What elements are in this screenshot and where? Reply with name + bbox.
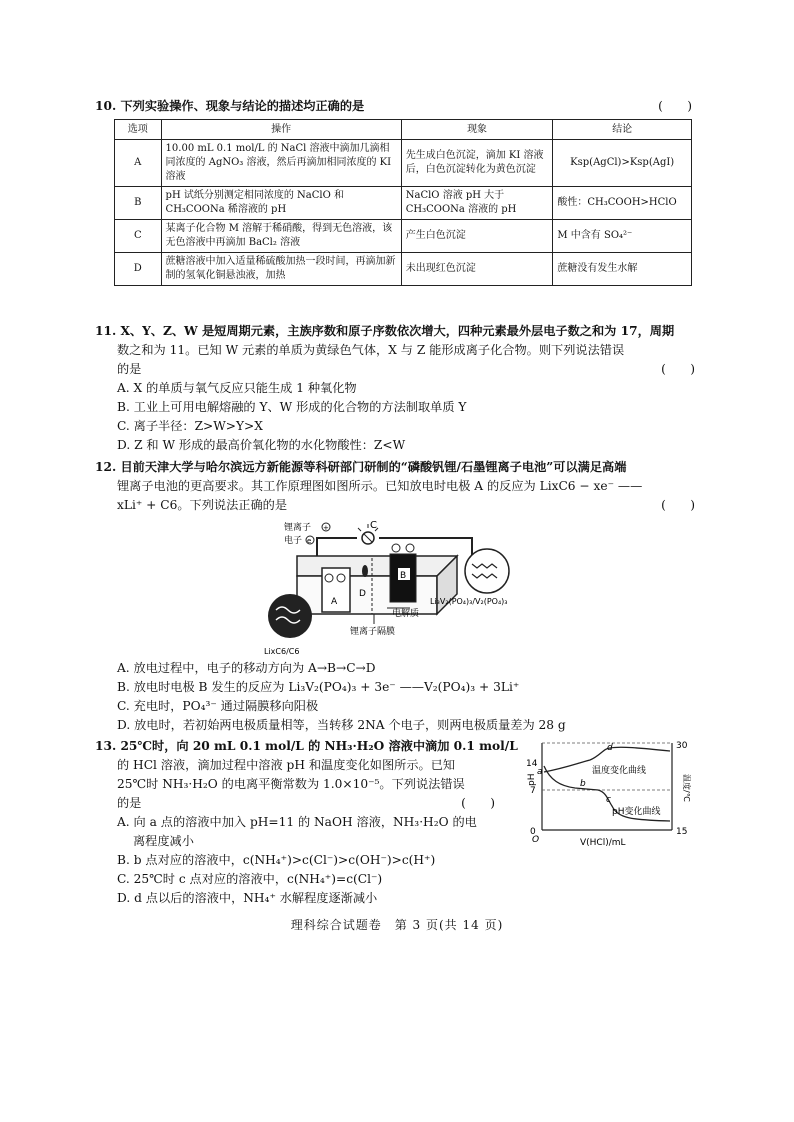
row-operation: pH 试纸分别测定相同浓度的 NaClO 和 CH₃COONa 稀溶液的 pH (161, 187, 401, 220)
q13-option-a: A. 向 a 点的溶液中加入 pH=11 的 NaOH 溶液，NH₃·H₂O 的电 (117, 815, 477, 829)
q12-stem-line: 12. 目前天津大学与哈尔滨远方新能源等科研部门研制的“磷酸钒锂/石墨锂离子电池”可以满足高端 (95, 460, 627, 474)
row-option: A (115, 140, 162, 187)
q11-option-b: B. 工业上可用电解熔融的 Y、W 形成的化合物的方法制取单质 Y (117, 400, 467, 414)
svg-text:+: + (323, 524, 329, 532)
label-right-electrode: Li₃V₂(PO₄)₃/V₂(PO₄)₃ (430, 597, 508, 606)
row-operation: 蔗糖溶液中加入适量稀硫酸加热一段时间，再滴加新制的氢氧化铜悬浊液，加热 (161, 253, 401, 286)
q12-option-d: D. 放电时，若初始两电极质量相等，当转移 2NA 个电子，则两电极质量差为 28 g (117, 718, 566, 732)
tick-left-7: 7 (530, 786, 536, 796)
q12-answer-paren: ( ) (661, 498, 695, 512)
q13-answer-paren: ( ) (461, 796, 495, 810)
q13-stem-line: 13. 25℃时，向 20 mL 0.1 mol/L 的 NH₃·H₂O 溶液中滴加 0.1 mol/L (95, 739, 518, 753)
x-axis-label: V(HCl)/mL (580, 838, 626, 848)
q10-title (95, 97, 692, 116)
q12-stem-line: xLi⁺ + C6。下列说法正确的是 (117, 498, 288, 512)
q11 (95, 322, 695, 455)
q10-table (114, 119, 692, 286)
q13-option-c: C. 25℃时 c 点对应的溶液中，c(NH₄⁺)=c(Cl⁻) (117, 872, 383, 886)
row-phenomenon: 未出现红色沉淀 (401, 253, 553, 286)
col-header-conclusion: 结论 (553, 120, 692, 140)
row-phenomenon: 先生成白色沉淀，滴加 KI 溶液后，白色沉淀转化为黄色沉淀 (401, 140, 553, 187)
label-membrane: 锂离子隔膜 (350, 627, 396, 637)
row-conclusion: Ksp(AgCl)>Ksp(AgI) (553, 140, 692, 187)
table-row (115, 253, 692, 286)
q13-option-a-cont: 离程度减小 (133, 834, 194, 848)
row-phenomenon: NaClO 溶液 pH 大于 CH₃COONa 溶液的 pH (401, 187, 553, 220)
svg-text:e: e (307, 537, 312, 545)
legend-ph-curve: pH变化曲线 (612, 807, 661, 817)
tick-left-0: 0 (530, 827, 536, 837)
point-label-d: d (607, 743, 613, 753)
q11-stem-line: 11. X、Y、Z、W 是短周期元素，主族序数和原子序数依次增大，四种元素最外层电子数之和为 17，周期 (95, 324, 675, 338)
q11-stem-line: 数之和为 11。已知 W 元素的单质为黄绿色气体，X 与 Z 能形成离子化合物。则下列说法错误 (117, 343, 625, 357)
col-header-option: 选项 (115, 120, 162, 140)
row-operation: 某离子化合物 M 溶解于稀硝酸，得到无色溶液，该无色溶液中再滴加 BaCl₂ 溶液 (161, 220, 401, 253)
q13-stem-line: 的 HCl 溶液，滴加过程中溶液 pH 和温度变化如图所示。已知 (117, 758, 456, 772)
y-axis-label-right: 温度/℃ (682, 774, 691, 802)
q12-option-b: B. 放电时电极 B 发生的反应为 Li₃V₂(PO₄)₃ + 3e⁻ ——V₂(PO₄)₃ + 3Li⁺ (117, 680, 520, 694)
row-option: C (115, 220, 162, 253)
q11-answer-paren: ( ) (661, 362, 695, 376)
table-row (115, 187, 692, 220)
label-b: B (400, 571, 407, 581)
row-conclusion: 蔗糖没有发生水解 (553, 253, 692, 286)
q12-options (117, 659, 697, 735)
q12-option-a: A. 放电过程中，电子的移动方向为 A→B→C→D (117, 661, 376, 675)
q11-option-d: D. Z 和 W 形成的最高价氧化物的水化物酸性：Z<W (117, 438, 406, 452)
legend-temperature-curve: 温度变化曲线 (592, 766, 647, 776)
q12-stem-line: 锂离子电池的更高要求。其工作原理图如图所示。已知放电时电极 A 的反应为 LixC6 − xe⁻ —— (117, 479, 643, 493)
label-left-electrode: LixC6/C6 (264, 647, 300, 656)
col-header-operation: 操作 (161, 120, 401, 140)
y-axis-label-left: pH (527, 773, 537, 786)
tick-right-30: 30 (676, 741, 688, 751)
label-electron: 电子 (284, 536, 303, 546)
q13-stem-line: 25℃时 NH₃·H₂O 的电离平衡常数为 1.0×10⁻⁵。下列说法错误 (117, 777, 465, 791)
q10-stem: 10. 下列实验操作、现象与结论的描述均正确的是 (95, 99, 365, 113)
q12-option-c: C. 充电时，PO₄³⁻ 通过隔膜移向阳极 (117, 699, 319, 713)
table-row (115, 140, 692, 187)
label-d: D (359, 589, 366, 599)
q11-option-c: C. 离子半径：Z>W>Y>X (117, 419, 263, 433)
q13-option-d: D. d 点以后的溶液中，NH₄⁺ 水解程度逐渐减小 (117, 891, 378, 905)
label-electrolyte: 电解质 (392, 609, 420, 619)
svg-text:O: O (532, 835, 540, 845)
tick-right-15: 15 (676, 827, 688, 837)
q11-option-a: A. X 的单质与氧气反应只能生成 1 种氧化物 (117, 381, 357, 395)
label-ion: 锂离子 (284, 523, 312, 533)
q11-stem-line: 的是 (117, 362, 142, 376)
row-conclusion: M 中含有 SO₄²⁻ (553, 220, 692, 253)
row-conclusion: 酸性：CH₃COOH>HClO (553, 187, 692, 220)
q13-stem-line: 的是 (117, 796, 142, 810)
q12 (95, 458, 695, 515)
table-header-row (115, 120, 692, 140)
q13 (95, 737, 518, 908)
point-label-b: b (580, 779, 586, 789)
row-option: D (115, 253, 162, 286)
row-phenomenon: 产生白色沉淀 (401, 220, 553, 253)
page-footer: 理科综合试题卷 第 3 页(共 14 页) (290, 918, 504, 932)
tick-left-14: 14 (526, 759, 538, 769)
table-row (115, 220, 692, 253)
battery-diagram (262, 516, 542, 658)
point-label-c: c (606, 795, 611, 805)
row-operation: 10.00 mL 0.1 mol/L 的 NaCl 溶液中滴加几滴相同浓度的 AgNO₃ 溶液，然后再滴加相同浓度的 KI 溶液 (161, 140, 401, 187)
q13-chart (520, 738, 695, 850)
q13-option-b: B. b 点对应的溶液中，c(NH₄⁺)>c(Cl⁻)>c(OH⁻)>c(H⁺) (117, 853, 436, 867)
row-option: B (115, 187, 162, 220)
q10-answer-paren: ( ) (658, 99, 692, 113)
point-label-a: a (537, 767, 543, 777)
label-a: A (331, 597, 338, 607)
col-header-phenomenon: 现象 (401, 120, 553, 140)
label-c: C (370, 520, 377, 531)
